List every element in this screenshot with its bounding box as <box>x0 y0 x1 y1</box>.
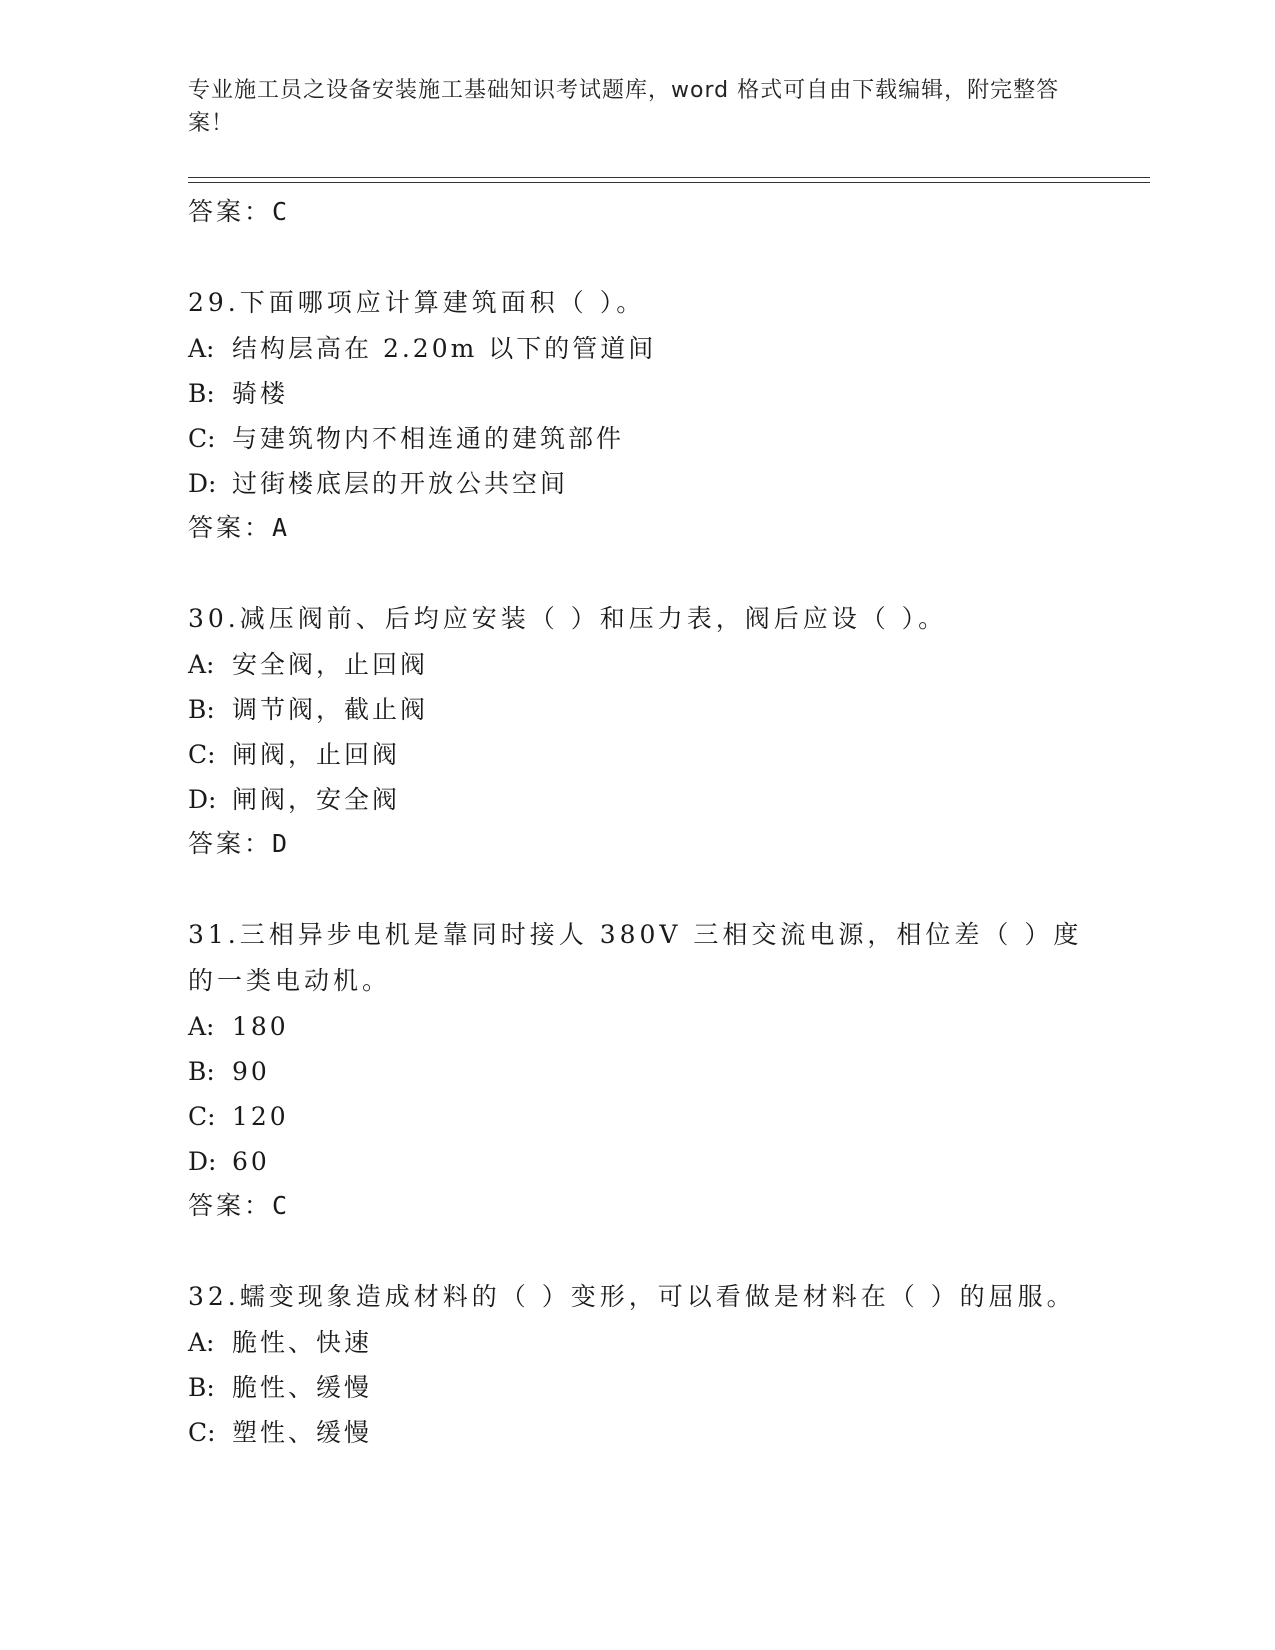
question-stem: 30.减压阀前、后均应安装（ ）和压力表，阀后应设（ ）。 <box>188 604 948 633</box>
answer-line <box>188 190 1088 234</box>
option-d: D: 过街楼底层的开放公共空间 <box>188 469 569 498</box>
question-stem: 32.蠕变现象造成材料的（ ）变形，可以看做是材料在（ ）的屈服。 <box>188 1282 1076 1311</box>
answer-label: 答案： <box>188 513 273 542</box>
question-31 <box>188 912 1088 1228</box>
option-b: B: 脆性、缓慢 <box>188 1373 373 1402</box>
option-d: D: 60 <box>188 1147 270 1176</box>
answer-line <box>188 506 1088 550</box>
option-a: A: 结构层高在 2.20m 以下的管道间 <box>188 334 657 363</box>
answer-value: A <box>272 513 289 542</box>
option-d: D: 闸阀，安全阀 <box>188 785 401 814</box>
answer-line <box>188 1184 1088 1228</box>
option-a: A: 180 <box>188 1012 289 1041</box>
option-b: B: 90 <box>188 1057 270 1086</box>
answer-line <box>188 822 1088 866</box>
option-c: C: 120 <box>188 1102 289 1131</box>
document-header: 专业施工员之设备安装施工基础知识考试题库，word 格式可自由下载编辑，附完整答案！ <box>188 78 1060 136</box>
option-c: C: 与建筑物内不相连通的建筑部件 <box>188 424 625 453</box>
answer-value: C <box>272 1191 289 1220</box>
answer-label: 答案： <box>188 197 273 226</box>
option-b: B: 调节阀，截止阀 <box>188 695 429 724</box>
question-stem: 29.下面哪项应计算建筑面积（ ）。 <box>188 288 646 317</box>
document-body <box>188 190 1088 1455</box>
option-a: A: 脆性、快速 <box>188 1328 373 1357</box>
option-a: A: 安全阀，止回阀 <box>188 650 429 679</box>
question-32 <box>188 1274 1088 1455</box>
answer-label: 答案： <box>188 1191 273 1220</box>
option-c: C: 闸阀，止回阀 <box>188 740 401 769</box>
answer-value: C <box>272 197 289 226</box>
header-divider-top <box>188 177 1150 178</box>
question-stem: 31.三相异步电机是靠同时接人 380V 三相交流电源，相位差（ ）度的一类电动机。 <box>188 920 1083 995</box>
option-b: B: 骑楼 <box>188 379 289 408</box>
answer-label: 答案： <box>188 829 273 858</box>
option-c: C: 塑性、缓慢 <box>188 1418 373 1447</box>
question-30 <box>188 596 1088 866</box>
answer-value: D <box>272 829 289 858</box>
header-divider-bottom <box>188 182 1150 183</box>
question-29 <box>188 280 1088 550</box>
